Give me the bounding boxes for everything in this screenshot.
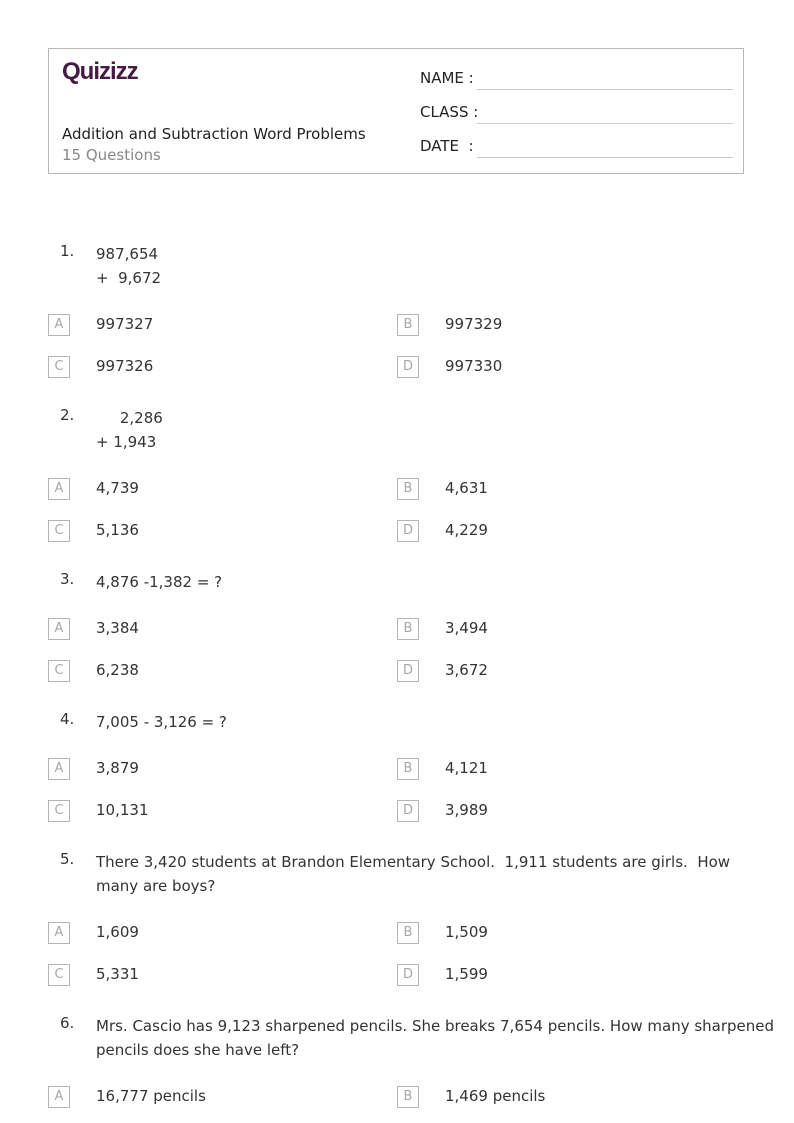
option-text: 997327 [96, 315, 154, 333]
option-text: 997326 [96, 357, 154, 375]
question-number: 5. [60, 850, 75, 868]
option-letter-box: D [397, 964, 419, 986]
option-text: 1,509 [445, 923, 488, 941]
class-line [477, 123, 733, 124]
quizizz-logo: Quizizz [62, 58, 138, 85]
question-line: + 1,943 [96, 433, 157, 451]
question-text [96, 242, 748, 290]
option-letter-box: C [48, 356, 70, 378]
option-text: 3,384 [96, 619, 139, 637]
option-text: 5,331 [96, 965, 139, 983]
option-text: 997329 [445, 315, 503, 333]
option-text: 1,469 pencils [445, 1087, 546, 1105]
option-text: 4,739 [96, 479, 139, 497]
question-text [96, 570, 748, 594]
date-line [477, 157, 733, 158]
question-count: 15 Questions [62, 146, 161, 164]
class-field[interactable] [420, 103, 733, 121]
option-letter-box: C [48, 800, 70, 822]
option-letter-box: B [397, 478, 419, 500]
name-field[interactable] [420, 69, 733, 87]
question-number: 6. [60, 1014, 75, 1032]
option-letter-box: D [397, 356, 419, 378]
option-text: 3,989 [445, 801, 488, 819]
option-letter-box: B [397, 618, 419, 640]
question-line: pencils does she have left? [96, 1041, 300, 1059]
option-letter-box: A [48, 314, 70, 336]
option-text: 997330 [445, 357, 503, 375]
option-text: 6,238 [96, 661, 139, 679]
question-line: 4,876 -1,382 = ? [96, 573, 223, 591]
question-line: + 9,672 [96, 269, 162, 287]
question-line: 7,005 - 3,126 = ? [96, 713, 227, 731]
question-line: many are boys? [96, 877, 216, 895]
option-letter-box: D [397, 800, 419, 822]
question-number: 2. [60, 406, 75, 424]
option-letter-box: C [48, 660, 70, 682]
question-line: There 3,420 students at Brandon Elementary School. 1,911 students are girls. How [96, 853, 731, 871]
worksheet-title: Addition and Subtraction Word Problems [62, 125, 366, 143]
date-field[interactable] [420, 137, 733, 155]
name-label: NAME : [420, 69, 474, 87]
question-text [96, 850, 748, 898]
date-label: DATE : [420, 137, 474, 155]
option-letter-box: B [397, 758, 419, 780]
option-text: 10,131 [96, 801, 149, 819]
option-text: 1,609 [96, 923, 139, 941]
question-number: 1. [60, 242, 75, 260]
question-text [96, 406, 748, 454]
option-text: 5,136 [96, 521, 139, 539]
option-letter-box: D [397, 660, 419, 682]
option-text: 4,631 [445, 479, 488, 497]
option-letter-box: A [48, 758, 70, 780]
question-number: 3. [60, 570, 75, 588]
question-line: 2,286 [96, 409, 163, 427]
option-text: 3,879 [96, 759, 139, 777]
option-letter-box: A [48, 922, 70, 944]
option-letter-box: B [397, 1086, 419, 1108]
question-number: 4. [60, 710, 75, 728]
option-text: 16,777 pencils [96, 1087, 206, 1105]
worksheet-header [48, 48, 744, 174]
option-letter-box: D [397, 520, 419, 542]
option-text: 4,229 [445, 521, 488, 539]
option-letter-box: B [397, 314, 419, 336]
option-text: 3,672 [445, 661, 488, 679]
option-letter-box: C [48, 964, 70, 986]
question-line: 987,654 [96, 245, 159, 263]
option-text: 1,599 [445, 965, 488, 983]
question-text [96, 1014, 775, 1062]
option-text: 3,494 [445, 619, 488, 637]
option-letter-box: A [48, 618, 70, 640]
question-text [96, 710, 748, 734]
option-letter-box: B [397, 922, 419, 944]
name-line [477, 89, 733, 90]
option-letter-box: A [48, 478, 70, 500]
question-line: Mrs. Cascio has 9,123 sharpened pencils. She breaks 7,654 pencils. How many sharpened [96, 1017, 775, 1035]
option-letter-box: C [48, 520, 70, 542]
class-label: CLASS : [420, 103, 479, 121]
option-text: 4,121 [445, 759, 488, 777]
option-letter-box: A [48, 1086, 70, 1108]
